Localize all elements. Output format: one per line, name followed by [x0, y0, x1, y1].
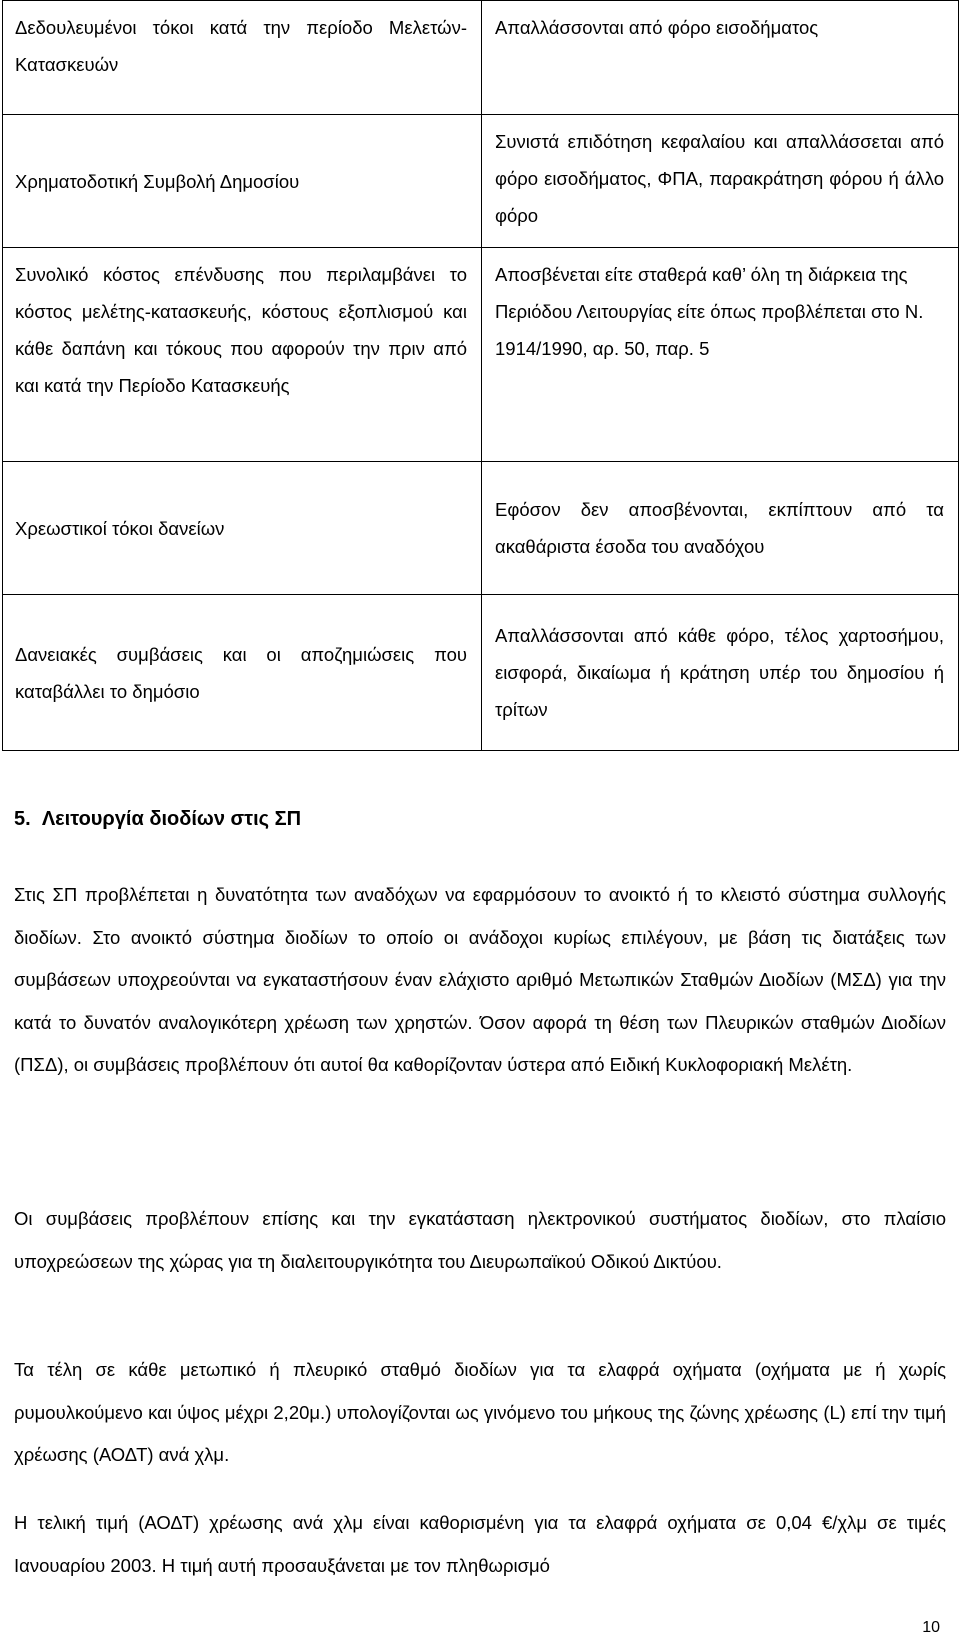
table-cell	[3, 248, 482, 462]
section-number: 5.	[14, 808, 31, 830]
table-cell	[482, 248, 959, 462]
row-label: Χρεωστικοί τόκοι δανείων	[15, 517, 225, 539]
table-cell	[482, 115, 959, 248]
table-cell	[482, 1, 959, 115]
table-row	[3, 248, 959, 462]
row-value: Απαλλάσσονται από φόρο εισοδήματος	[495, 17, 819, 38]
section-title: Λειτουργία διοδίων στις ΣΠ	[41, 808, 302, 830]
row-label: Δεδουλευμένοι τόκοι κατά την περίοδο Μελετών-Κατασκευών	[15, 17, 467, 75]
row-label: Δανειακές συμβάσεις και οι αποζημιώσεις που καταβάλλει το δημόσιο	[15, 643, 467, 702]
table-cell	[3, 462, 482, 595]
body-paragraph: Η τελική τιμή (ΑΟΔΤ) χρέωσης ανά χλμ είναι καθορισμένη για τα ελαφρά οχήματα σε 0,04 €/χλμ σε τιμές Ιανουαρίου 2003. Η τιμή αυτή προσαυξάνεται με τον πληθωρισμό	[14, 1512, 946, 1576]
row-label: Συνολικό κόστος επένδυσης που περιλαμβάνει το κόστος μελέτης-κατασκευής, κόστους εξοπλισμού και κάθε δαπάνη και τόκους που αφορούν την πριν από και κατά την Περίοδο Κατασκευής	[15, 264, 467, 396]
table-row	[3, 115, 959, 248]
table-cell	[482, 595, 959, 751]
body-paragraph: Τα τέλη σε κάθε μετωπικό ή πλευρικό σταθμό διοδίων για τα ελαφρά οχήματα (οχήματα με ή χωρίς ρυμουλκούμενο και ύψος μέχρι 2,20μ.) υπολογίζονται ως γινόμενο του μήκους της ζώνης χρέωσης (L) επί την τιμή χρέωσης (ΑΟΔΤ) ανά χλμ.	[14, 1359, 946, 1466]
tax-treatment-table	[2, 0, 959, 751]
row-label: Χρηματοδοτική Συμβολή Δημοσίου	[15, 170, 300, 192]
page-number: 10	[922, 1619, 940, 1636]
section-heading	[14, 805, 301, 833]
row-value: Αποσβένεται είτε σταθερά καθ’ όλη τη διάρκεια της Περιόδου Λειτουργίας είτε όπως προβλέπεται στο Ν. 1914/1990, αρ. 50, παρ. 5	[495, 264, 924, 359]
table-cell	[3, 1, 482, 115]
table-row	[3, 595, 959, 751]
table-cell	[3, 115, 482, 248]
body-paragraph: Οι συμβάσεις προβλέπουν επίσης και την εγκατάσταση ηλεκτρονικού συστήματος διοδίων, στο πλαίσιο υποχρεώσεων της χώρας για τη διαλειτουργικότητα του Διευρωπαϊκού Οδικού Δικτύου.	[14, 1208, 946, 1272]
body-paragraph: Στις ΣΠ προβλέπεται η δυνατότητα των αναδόχων να εφαρμόσουν το ανοικτό ή το κλειστό σύστημα συλλογής διοδίων. Στο ανοικτό σύστημα διοδίων το οποίο οι ανάδοχοι κυρίως επιλέγουν, με βάση τις διατάξεις των συμβάσεων υποχρεούνται να εγκαταστήσουν έναν ελάχιστο αριθμό Μετωπικών Σταθμών Διοδίων (ΜΣΔ) για την κατά το δυνατόν αναλογικότερη χρέωση των χρηστών. Όσον αφορά τη θέση των Πλευρικών σταθμών Διοδίων (ΠΣΔ), οι συμβάσεις προβλέπουν ότι αυτοί θα καθορίζονταν ύστερα από Ειδική Κυκλοφοριακή Μελέτη.	[14, 884, 946, 1076]
row-value: Απαλλάσσονται από κάθε φόρο, τέλος χαρτοσήμου, εισφορά, δικαίωμα ή κράτηση υπέρ του δημοσίου ή τρίτων	[495, 625, 944, 720]
table-row	[3, 1, 959, 115]
table-row	[3, 462, 959, 595]
row-value: Εφόσον δεν αποσβένονται, εκπίπτουν από τα ακαθάριστα έσοδα του αναδόχου	[495, 499, 944, 557]
row-value: Συνιστά επιδότηση κεφαλαίου και απαλλάσσεται από φόρο εισοδήματος, ΦΠΑ, παρακράτηση φόρου ή άλλο φόρο	[495, 131, 944, 226]
table-cell	[3, 595, 482, 751]
table-cell	[482, 462, 959, 595]
